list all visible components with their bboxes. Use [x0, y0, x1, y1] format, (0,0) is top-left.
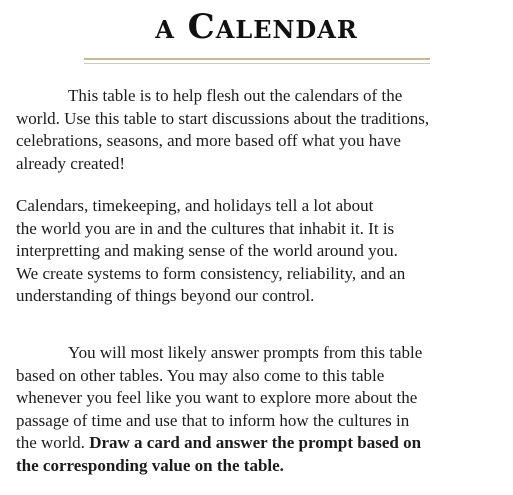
second-line-2: the world you are in and the cultures that inhabit it. It is	[16, 218, 395, 238]
third-line-5-bold: Draw a card and answer the prompt based on	[89, 433, 422, 452]
page-title: a Calendar	[155, 7, 358, 47]
third-line-2: based on other tables. You may also come to this table	[16, 365, 385, 385]
intro-line-4: already created!	[16, 153, 125, 173]
third-line-1: You will most likely answer prompts from this table	[68, 343, 423, 362]
third-line-4: passage of time and use that to inform how the cultures in	[16, 410, 410, 430]
second-line-4: We create systems to form consistency, reliability, and an	[16, 263, 406, 283]
intro-paragraph	[16, 85, 498, 175]
third-paragraph	[16, 342, 498, 477]
title-divider-bottom	[84, 63, 430, 64]
third-line-6-bold: the corresponding value on the table.	[16, 455, 284, 475]
intro-line-1: This table is to help flesh out the calendars of the	[68, 86, 403, 105]
intro-line-3: celebrations, seasons, and more based off what you have	[16, 131, 401, 150]
intro-line-2: world. Use this table to start discussions about the traditions,	[16, 108, 430, 128]
second-line-5: understanding of things beyond our control.	[16, 286, 315, 305]
second-line-1: Calendars, timekeeping, and holidays tell a lot about	[16, 196, 374, 215]
title-divider-top	[84, 58, 430, 60]
third-line-5-plain: the world.	[16, 433, 90, 452]
second-line-3: interpretting and making sense of the world around you.	[16, 241, 398, 260]
second-paragraph	[16, 195, 498, 308]
third-line-3: whenever you feel like you want to explore more about the	[16, 388, 418, 407]
